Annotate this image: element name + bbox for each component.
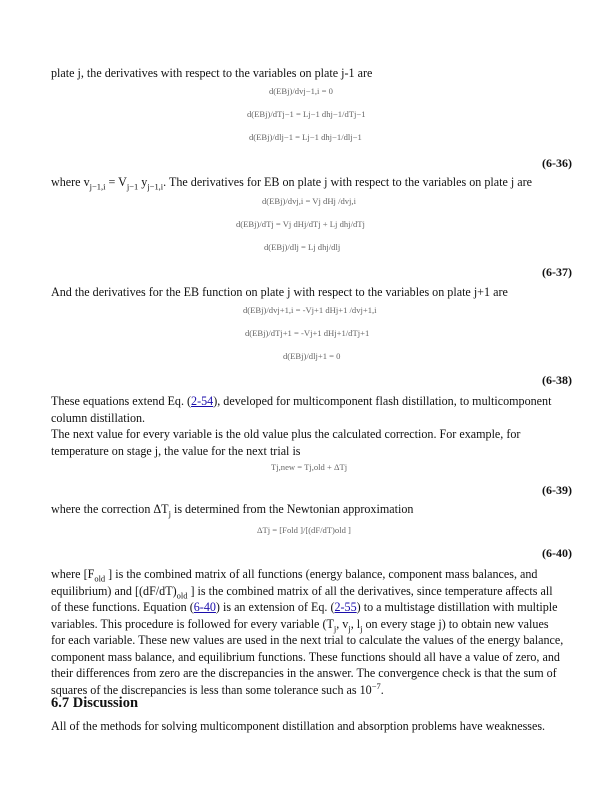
section-heading: 6.7 Discussion: [51, 695, 139, 711]
equation-line: d(EBj)/dvj+1,i = -Vj+1 dHj+1 /dvj+1,i: [243, 305, 377, 315]
equation-line: d(EBj)/dlj−1 = Lj−1 dhj−1/dlj−1: [249, 132, 362, 142]
paragraph-plate-j1: And the derivatives for the EB function on plate j with respect to the variables on plate j+1 are: [51, 285, 508, 299]
equation-line: d(EBj)/dTj−1 = Lj−1 dhj−1/dTj−1: [247, 109, 366, 119]
equation-line: d(EBj)/dvj,i = Vj dHj /dvj,i: [262, 196, 356, 206]
paragraph-vji: where $v_{j-1,i} = V_{j-1}$ $y_{j-1,i}$. The derivatives for EB on plate j with respect to the variables on plate j are: [51, 175, 533, 192]
equation-link-2-54[interactable]: 2-54: [191, 394, 214, 408]
equation-number: (6-36): [542, 156, 572, 170]
equation-6-38: [243, 305, 388, 367]
equation-number: (6-38): [542, 373, 572, 387]
equation-line: d(EBj)/dTj = Vj dHj/dTj + Lj dhj/dTj: [236, 219, 365, 229]
equation-line: ΔTj = [Fold ]/[(dF/dT)old ]: [257, 525, 351, 535]
equation-6-36: [247, 86, 377, 148]
equation-6-37: [236, 196, 386, 258]
equation-link-2-55[interactable]: 2-55: [334, 600, 357, 614]
equation-line: Tj,new = Tj,old + ΔTj: [271, 462, 348, 472]
equation-number: (6-40): [542, 546, 572, 560]
equation-6-39: [271, 462, 371, 474]
paragraph-matrix: where [$F_{old}$ ] is the combined matrix of all functions (energy balance, component mass balances, and equilibrium) and [$(dF/dT)_{old}$ ] is the combined matrix of all the derivatives, since temperature affects all of these functions. Equation (6-40) is an extension of Eq. (2-55) to a multistage distillation with multiple variables. This procedure is followed for every variable ($T_j$, $v_j$, $l_j$ on every stage j) to obtain new values for each variable. These new values are used in the next trial to calculate the values of the energy balance, component mass balance, and equilibrium functions. These functions should all have a value of zero, and their differences from zero are the discrepancies in the answer. The convergence check is that the sum of squares of the discrepancies is less than some tolerance such as $10^{-7}$.: [51, 567, 564, 697]
equation-line: d(EBj)/dTj+1 = -Vj+1 dHj+1/dTj+1: [245, 328, 370, 338]
equation-number: (6-37): [542, 265, 572, 279]
paragraph-correction: where the correction $\Delta T_j$ is determined from the Newtonian approximation: [51, 502, 414, 519]
equation-6-40: [257, 525, 367, 537]
equation-line: d(EBj)/dvj−1,i = 0: [269, 86, 333, 96]
paragraph-intro: plate j, the derivatives with respect to the variables on plate j-1 are: [51, 66, 373, 80]
paragraph-extend: These equations extend Eq. (2-54), developed for multicomponent flash distillation, to multicomponent column distillation.: [51, 394, 552, 425]
equation-line: d(EBj)/dlj+1 = 0: [283, 351, 341, 361]
paragraph-discussion: All of the methods for solving multicomponent distillation and absorption problems have weaknesses.: [51, 719, 546, 733]
equation-link-6-40[interactable]: 6-40: [193, 600, 216, 614]
equation-line: d(EBj)/dlj = Lj dhj/dlj: [264, 242, 341, 252]
equation-number: (6-39): [542, 483, 572, 497]
paragraph-next-value: The next value for every variable is the old value plus the calculated correction. For example, for temperature on stage j, the value for the next trial is: [51, 427, 521, 458]
